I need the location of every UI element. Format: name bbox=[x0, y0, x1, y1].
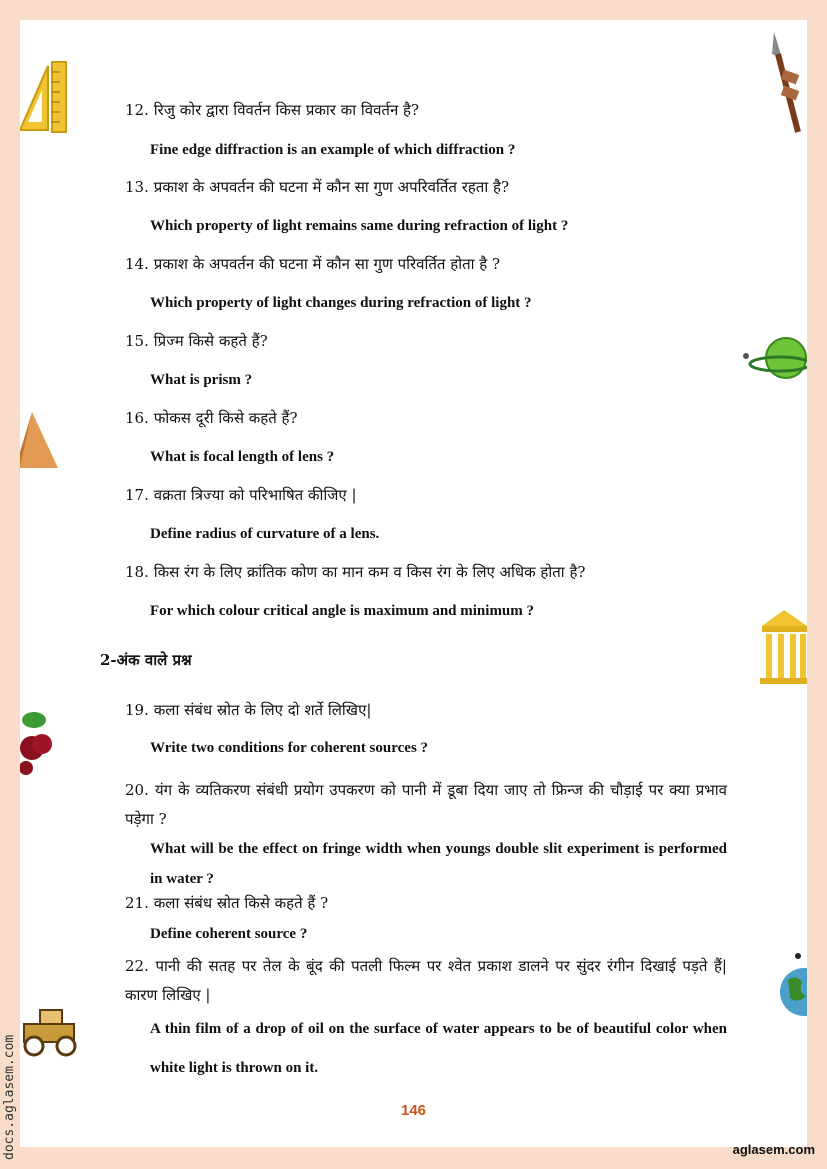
question-16-hindi: 16. फोकस दूरी किसे कहते हैं? bbox=[125, 409, 298, 427]
question-19-hindi: 19. कला संबंध स्रोत के लिए दो शर्ते लिखिए| bbox=[125, 701, 372, 719]
question-13-hindi: 13. प्रकाश के अपवर्तन की घटना में कौन सा गुण अपरिवर्तित रहता है? bbox=[125, 178, 510, 196]
section-heading: 2-अंक वाले प्रश्न bbox=[100, 651, 192, 669]
question-21-english: Define coherent source ? bbox=[150, 926, 308, 942]
ruler-icon bbox=[20, 60, 68, 134]
side-watermark: docs.aglasem.com bbox=[2, 1034, 17, 1160]
question-22-hindi: 22. पानी की सतह पर तेल के बूंद की पतली फिल्म पर श्वेत प्रकाश डालने पर सुंदर रंगीन दिखाई पड़ते हैं| कारण लिखिए | bbox=[125, 957, 727, 1004]
globe-icon bbox=[778, 950, 807, 1020]
question-14-english: Which property of light changes during refraction of light ? bbox=[150, 295, 532, 311]
question-15-hindi: 15. प्रिज्म किसे कहते हैं? bbox=[125, 332, 268, 350]
page bbox=[20, 20, 807, 1147]
question-20-hindi: 20. यंग के व्यतिकरण संबंधी प्रयोग उपकरण को पानी में डूबा दिया जाए तो फ्रिन्ज की चौड़ाई पर क्या प्रभाव पड़ेगा ? bbox=[125, 781, 727, 828]
question-17-english: Define radius of curvature of a lens. bbox=[150, 526, 380, 542]
question-13-english: Which property of light remains same during refraction of light ? bbox=[150, 218, 569, 234]
question-12-english: Fine edge diffraction is an example of which diffraction ? bbox=[150, 142, 516, 158]
vintage-car-icon bbox=[20, 1000, 84, 1060]
question-20-english: What will be the effect on fringe width when youngs double slit experiment is performed in water ? bbox=[150, 841, 727, 887]
question-18-english: For which colour critical angle is maximum and minimum ? bbox=[150, 603, 535, 619]
question-18-hindi: 18. किस रंग के लिए क्रांतिक कोण का मान कम व किस रंग के लिए अधिक होता है? bbox=[125, 563, 586, 581]
spear-icon bbox=[768, 32, 806, 136]
pillar-temple-icon bbox=[758, 608, 807, 686]
page-number: 146 bbox=[400, 1102, 427, 1119]
question-19-english: Write two conditions for coherent sources ? bbox=[150, 740, 429, 756]
question-16-english: What is focal length of lens ? bbox=[150, 449, 335, 465]
cherries-icon bbox=[20, 708, 56, 776]
question-22-english: A thin film of a drop of oil on the surface of water appears to be of beautiful color when white light is thrown on it. bbox=[150, 1021, 727, 1076]
question-21-hindi: 21. कला संबंध स्रोत किसे कहते हैं ? bbox=[125, 894, 329, 912]
footer-site-link[interactable]: aglasem.com bbox=[732, 1142, 815, 1157]
planet-icon bbox=[742, 336, 807, 384]
question-14-hindi: 14. प्रकाश के अपवर्तन की घटना में कौन सा गुण परिवर्तित होता है ? bbox=[125, 255, 501, 273]
question-12-hindi: 12. रिजु कोर द्वारा विवर्तन किस प्रकार का विवर्तन है? bbox=[125, 101, 420, 119]
question-15-english: What is prism ? bbox=[150, 372, 253, 388]
pyramid-icon bbox=[20, 412, 58, 470]
question-17-hindi: 17. वक्रता त्रिज्या को परिभाषित कीजिए | bbox=[125, 486, 357, 504]
